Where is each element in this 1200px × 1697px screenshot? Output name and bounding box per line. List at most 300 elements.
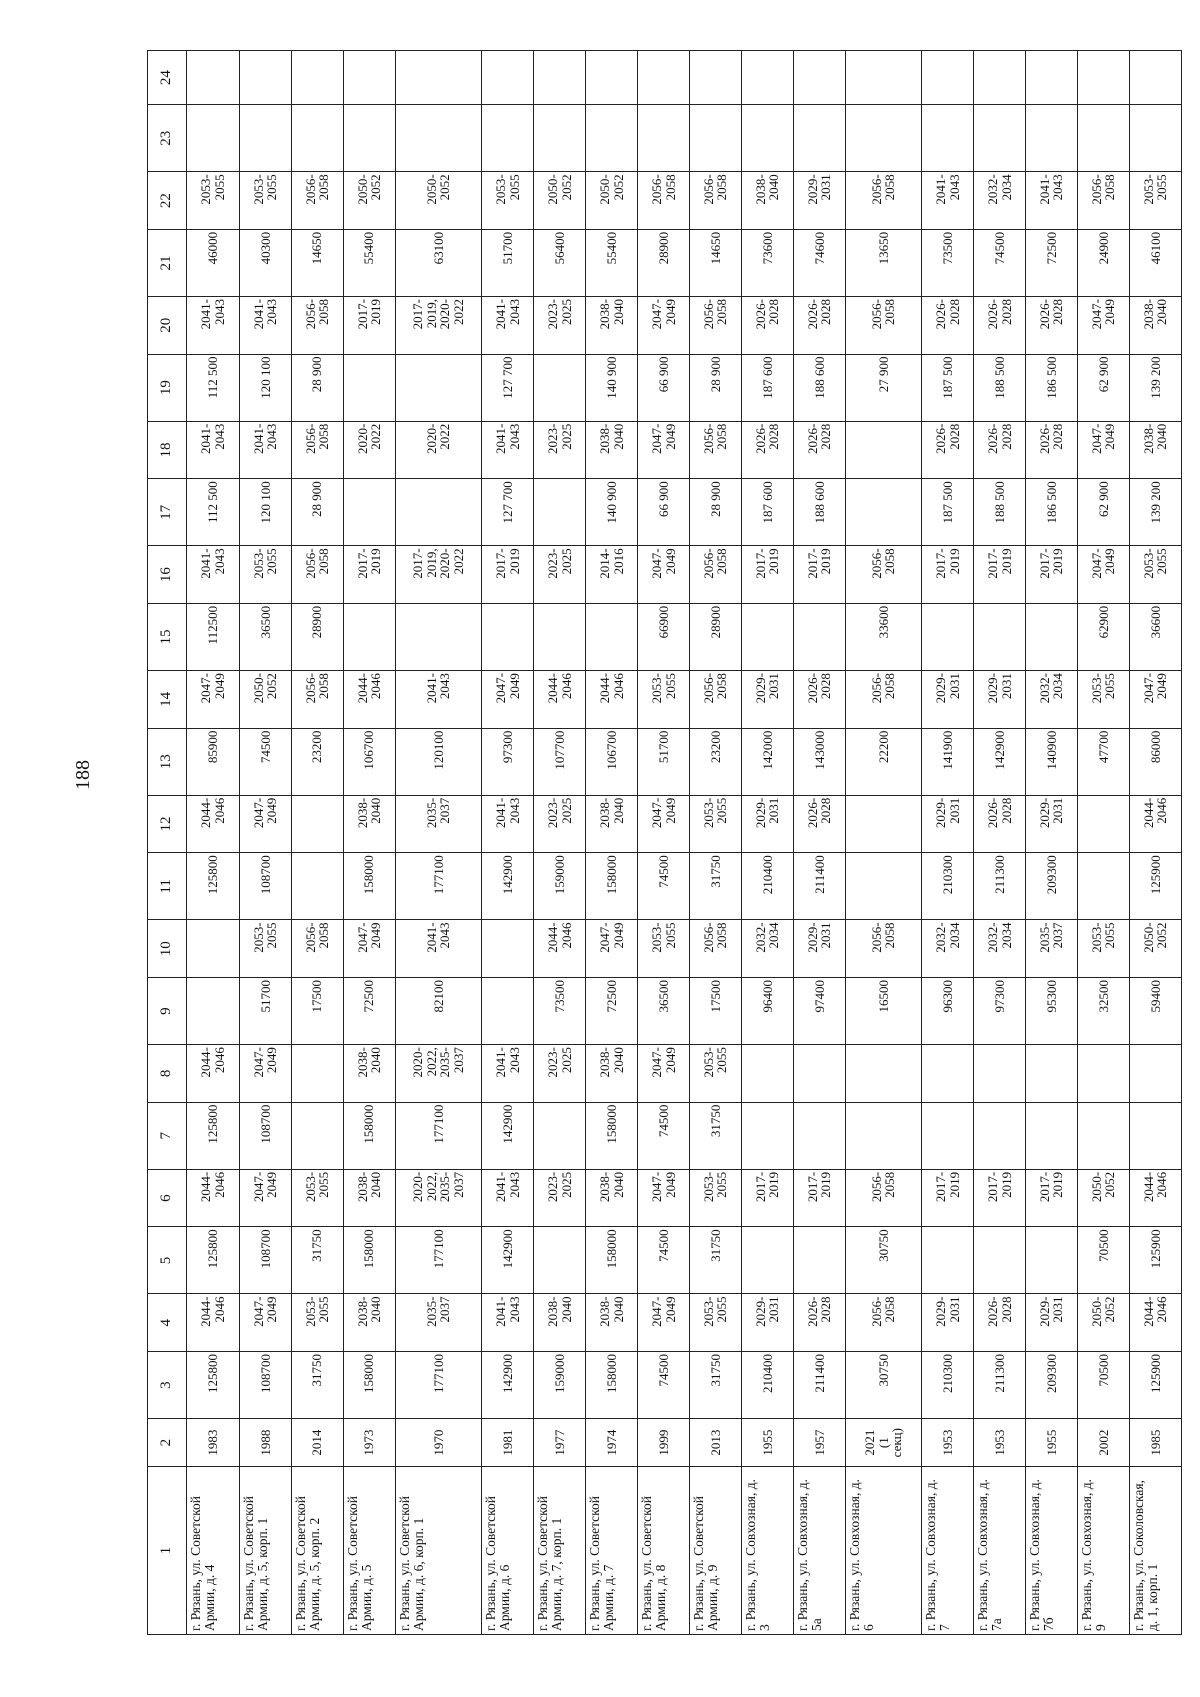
table-cell: 125900 bbox=[1129, 1352, 1181, 1419]
table-cell: 30750 bbox=[845, 1352, 921, 1419]
table-cell: 2056- 2058 bbox=[690, 546, 742, 604]
table-cell: 2041- 2043 bbox=[482, 297, 534, 355]
table-cell: 120 100 bbox=[239, 479, 291, 546]
table-cell: 31750 bbox=[690, 1227, 742, 1294]
table-cell: 73500 bbox=[534, 977, 586, 1044]
table-cell: 31750 bbox=[291, 1352, 343, 1419]
table-cell: 2017- 2019 bbox=[1026, 1169, 1078, 1227]
table-cell: 2026- 2028 bbox=[741, 421, 793, 479]
table-cell: 2038- 2040 bbox=[586, 421, 638, 479]
table-cell: 31750 bbox=[690, 853, 742, 920]
table-cell: 86000 bbox=[1129, 728, 1181, 795]
table-cell: 210400 bbox=[741, 853, 793, 920]
table-cell: 2029- 2031 bbox=[741, 671, 793, 729]
table-cell bbox=[1026, 105, 1078, 172]
table-cell: 28 900 bbox=[690, 479, 742, 546]
table-cell bbox=[845, 1102, 921, 1169]
table-cell: 2041- 2043 bbox=[482, 421, 534, 479]
table-cell: 2047- 2049 bbox=[186, 671, 239, 729]
table-cell bbox=[793, 1227, 845, 1294]
table-cell: 63100 bbox=[395, 229, 482, 296]
table-cell: 2053- 2055 bbox=[239, 172, 291, 230]
table-cell: 14650 bbox=[690, 229, 742, 296]
table-cell: 28 900 bbox=[690, 354, 742, 421]
table-cell: 66 900 bbox=[638, 354, 690, 421]
table-cell: 2038- 2040 bbox=[1129, 297, 1181, 355]
table-cell bbox=[534, 51, 586, 105]
address-cell: г. Рязань, ул. Совхозная, д. 7а bbox=[974, 1467, 1026, 1635]
table-cell: 210300 bbox=[922, 1352, 974, 1419]
address-cell: г. Рязань, ул. Совхозная, д. 5а bbox=[793, 1467, 845, 1635]
table-cell bbox=[291, 51, 343, 105]
table-cell: 2020- 2022, 2035- 2037 bbox=[395, 1045, 482, 1103]
table-cell: 2047- 2049 bbox=[638, 546, 690, 604]
year-cell: 1985 bbox=[1129, 1419, 1181, 1467]
year-cell: 1955 bbox=[1026, 1419, 1078, 1467]
table-cell: 140900 bbox=[1026, 728, 1078, 795]
table-cell: 51700 bbox=[482, 229, 534, 296]
table-cell: 2044- 2046 bbox=[186, 1045, 239, 1103]
table-cell: 107700 bbox=[534, 728, 586, 795]
table-cell bbox=[845, 795, 921, 853]
table-cell: 2056- 2058 bbox=[690, 421, 742, 479]
column-number: 5 bbox=[148, 1227, 187, 1294]
table-cell: 2047- 2049 bbox=[239, 1294, 291, 1352]
table-cell: 2017- 2019 bbox=[922, 546, 974, 604]
table-cell bbox=[1026, 1227, 1078, 1294]
table-cell bbox=[638, 51, 690, 105]
table-cell bbox=[1026, 1045, 1078, 1103]
table-cell: 2041- 2043 bbox=[1026, 172, 1078, 230]
table-cell bbox=[845, 853, 921, 920]
column-number: 18 bbox=[148, 421, 187, 479]
table-cell bbox=[922, 1102, 974, 1169]
table-cell: 36500 bbox=[239, 603, 291, 670]
table-cell bbox=[974, 1227, 1026, 1294]
table-cell: 209300 bbox=[1026, 1352, 1078, 1419]
table-cell: 2044- 2046 bbox=[586, 671, 638, 729]
column-number: 21 bbox=[148, 229, 187, 296]
table-cell bbox=[395, 105, 482, 172]
address-cell: г. Рязань, ул. Совхозная, д. 9 bbox=[1077, 1467, 1129, 1635]
table-cell: 177100 bbox=[395, 1352, 482, 1419]
table-cell: 2029- 2031 bbox=[793, 172, 845, 230]
table-cell: 56400 bbox=[534, 229, 586, 296]
table-cell: 127 700 bbox=[482, 354, 534, 421]
table-cell bbox=[974, 1102, 1026, 1169]
table-cell: 2053- 2055 bbox=[239, 546, 291, 604]
table-cell: 72500 bbox=[343, 977, 395, 1044]
table-cell: 2050- 2052 bbox=[1077, 1294, 1129, 1352]
table-cell: 2047- 2049 bbox=[638, 421, 690, 479]
table-cell: 211300 bbox=[974, 1352, 1026, 1419]
table-cell: 2053- 2055 bbox=[186, 172, 239, 230]
table-cell: 210400 bbox=[741, 1352, 793, 1419]
table-cell: 2023- 2025 bbox=[534, 1169, 586, 1227]
table-cell bbox=[922, 603, 974, 670]
table-cell: 2056- 2058 bbox=[291, 297, 343, 355]
table-row bbox=[974, 51, 1026, 1635]
table-cell: 2017- 2019 bbox=[343, 546, 395, 604]
table-cell: 2038- 2040 bbox=[343, 795, 395, 853]
table-cell: 125800 bbox=[186, 1352, 239, 1419]
table-cell: 2056- 2058 bbox=[845, 297, 921, 355]
table-cell: 2053- 2055 bbox=[638, 920, 690, 978]
table-cell: 158000 bbox=[586, 1227, 638, 1294]
column-number: 3 bbox=[148, 1352, 187, 1419]
table-cell: 2017- 2019 bbox=[343, 297, 395, 355]
table-cell: 120 100 bbox=[239, 354, 291, 421]
table-row bbox=[690, 51, 742, 1635]
table-cell: 112500 bbox=[186, 603, 239, 670]
table-cell: 66 900 bbox=[638, 479, 690, 546]
table-row bbox=[534, 51, 586, 1635]
table-row bbox=[291, 51, 343, 1635]
table-cell: 158000 bbox=[586, 1352, 638, 1419]
table-cell bbox=[922, 51, 974, 105]
table-cell: 2056- 2058 bbox=[291, 671, 343, 729]
table-cell: 106700 bbox=[586, 728, 638, 795]
table-cell: 2032- 2034 bbox=[741, 920, 793, 978]
table-cell bbox=[922, 1045, 974, 1103]
table-cell: 158000 bbox=[343, 1227, 395, 1294]
table-cell: 2017- 2019, 2020- 2022 bbox=[395, 546, 482, 604]
column-number: 17 bbox=[148, 479, 187, 546]
table-cell: 72500 bbox=[586, 977, 638, 1044]
table-cell: 211400 bbox=[793, 853, 845, 920]
table-cell: 2053- 2055 bbox=[1129, 546, 1181, 604]
table-cell: 96300 bbox=[922, 977, 974, 1044]
table-cell: 13650 bbox=[845, 229, 921, 296]
table-cell: 108700 bbox=[239, 1227, 291, 1294]
table-cell bbox=[1129, 51, 1181, 105]
table-cell: 158000 bbox=[586, 1102, 638, 1169]
table-cell: 74500 bbox=[638, 1102, 690, 1169]
table-cell: 125800 bbox=[186, 1102, 239, 1169]
table-cell: 31750 bbox=[291, 1227, 343, 1294]
column-number: 2 bbox=[148, 1419, 187, 1467]
table-cell: 2038- 2040 bbox=[1129, 421, 1181, 479]
table-cell: 2047- 2049 bbox=[1077, 297, 1129, 355]
table-cell bbox=[343, 354, 395, 421]
table-cell: 142900 bbox=[974, 728, 1026, 795]
address-cell: г. Рязань, ул. Советской Армии, д. 6, корп. 1 bbox=[395, 1467, 482, 1635]
table-cell bbox=[291, 795, 343, 853]
table-cell: 112 500 bbox=[186, 479, 239, 546]
table-cell: 2050- 2052 bbox=[1129, 920, 1181, 978]
table-cell bbox=[343, 51, 395, 105]
table-cell bbox=[395, 603, 482, 670]
table-cell: 2026- 2028 bbox=[922, 421, 974, 479]
column-number: 9 bbox=[148, 977, 187, 1044]
table-cell: 2056- 2058 bbox=[291, 172, 343, 230]
table-cell: 23200 bbox=[291, 728, 343, 795]
table-cell bbox=[974, 105, 1026, 172]
table-cell: 2035- 2037 bbox=[395, 795, 482, 853]
address-cell: г. Рязань, ул. Советской Армии, д. 5 bbox=[343, 1467, 395, 1635]
table-row bbox=[239, 51, 291, 1635]
table-cell: 36600 bbox=[1129, 603, 1181, 670]
table-cell: 2026- 2028 bbox=[741, 297, 793, 355]
table-row bbox=[1129, 51, 1181, 1635]
table-cell: 177100 bbox=[395, 853, 482, 920]
table-cell bbox=[395, 51, 482, 105]
year-cell: 1953 bbox=[922, 1419, 974, 1467]
table-row bbox=[741, 51, 793, 1635]
year-cell: 2014 bbox=[291, 1419, 343, 1467]
column-number: 13 bbox=[148, 728, 187, 795]
table-cell: 2044- 2046 bbox=[534, 920, 586, 978]
table-cell: 28900 bbox=[638, 229, 690, 296]
table-cell: 2047- 2049 bbox=[482, 671, 534, 729]
table-cell bbox=[1077, 105, 1129, 172]
table-cell bbox=[291, 853, 343, 920]
table-cell: 14650 bbox=[291, 229, 343, 296]
table-cell: 2017- 2019 bbox=[741, 1169, 793, 1227]
table-cell: 125800 bbox=[186, 1227, 239, 1294]
table-cell: 2017- 2019 bbox=[793, 546, 845, 604]
table-cell bbox=[1077, 1102, 1129, 1169]
table-cell: 2053- 2055 bbox=[291, 1169, 343, 1227]
column-number: 1 bbox=[148, 1467, 187, 1635]
table-cell: 2029- 2031 bbox=[741, 795, 793, 853]
table-cell: 2053- 2055 bbox=[1077, 920, 1129, 978]
table-cell: 59400 bbox=[1129, 977, 1181, 1044]
table-cell: 187 500 bbox=[922, 479, 974, 546]
year-cell: 1977 bbox=[534, 1419, 586, 1467]
table-row bbox=[1026, 51, 1078, 1635]
table-cell: 47700 bbox=[1077, 728, 1129, 795]
address-cell: г. Рязань, ул. Советской Армии, д. 8 bbox=[638, 1467, 690, 1635]
repair-schedule-table bbox=[147, 50, 1182, 1635]
table-cell: 2026- 2028 bbox=[1026, 297, 1078, 355]
table-cell bbox=[534, 354, 586, 421]
column-number: 4 bbox=[148, 1294, 187, 1352]
address-cell: г. Рязань, ул. Совхозная, д. 7 bbox=[922, 1467, 974, 1635]
table-cell: 127 700 bbox=[482, 479, 534, 546]
year-cell: 1999 bbox=[638, 1419, 690, 1467]
table-cell: 177100 bbox=[395, 1102, 482, 1169]
table-cell: 32500 bbox=[1077, 977, 1129, 1044]
table-cell bbox=[186, 51, 239, 105]
table-cell: 2044- 2046 bbox=[186, 795, 239, 853]
table-cell: 2026- 2028 bbox=[922, 297, 974, 355]
table-cell: 2026- 2028 bbox=[974, 297, 1026, 355]
table-cell: 2047- 2049 bbox=[638, 297, 690, 355]
table-cell: 70500 bbox=[1077, 1227, 1129, 1294]
address-cell: г. Рязань, ул. Советской Армии, д. 7 bbox=[586, 1467, 638, 1635]
table-cell: 51700 bbox=[239, 977, 291, 1044]
table-cell: 2038- 2040 bbox=[343, 1169, 395, 1227]
table-cell: 2056- 2058 bbox=[690, 172, 742, 230]
table-cell: 31750 bbox=[690, 1352, 742, 1419]
address-cell: г. Рязань, ул. Советской Армии, д. 4 bbox=[186, 1467, 239, 1635]
table-cell: 2020- 2022, 2035- 2037 bbox=[395, 1169, 482, 1227]
table-cell: 2053- 2055 bbox=[291, 1294, 343, 1352]
table-cell: 2056- 2058 bbox=[291, 546, 343, 604]
table-cell bbox=[534, 1227, 586, 1294]
table-cell: 28900 bbox=[690, 603, 742, 670]
table-cell: 46000 bbox=[186, 229, 239, 296]
table-cell: 55400 bbox=[343, 229, 395, 296]
column-number: 15 bbox=[148, 603, 187, 670]
table-cell: 74500 bbox=[638, 1352, 690, 1419]
table-cell bbox=[845, 421, 921, 479]
table-cell: 142900 bbox=[482, 1102, 534, 1169]
table-cell bbox=[793, 105, 845, 172]
table-cell: 2026- 2028 bbox=[793, 795, 845, 853]
table-row bbox=[638, 51, 690, 1635]
table-cell: 142900 bbox=[482, 1227, 534, 1294]
table-cell: 159000 bbox=[534, 1352, 586, 1419]
table-cell: 2050- 2052 bbox=[395, 172, 482, 230]
table-cell: 28 900 bbox=[291, 479, 343, 546]
table-cell bbox=[793, 603, 845, 670]
table-cell: 30750 bbox=[845, 1227, 921, 1294]
table-cell: 143000 bbox=[793, 728, 845, 795]
table-cell bbox=[1026, 603, 1078, 670]
table-cell: 23200 bbox=[690, 728, 742, 795]
column-number: 24 bbox=[148, 51, 187, 105]
table-cell: 112 500 bbox=[186, 354, 239, 421]
table-cell: 2017- 2019 bbox=[1026, 546, 1078, 604]
table-cell: 2056- 2058 bbox=[845, 172, 921, 230]
table-cell bbox=[186, 977, 239, 1044]
table-cell: 211300 bbox=[974, 853, 1026, 920]
table-row bbox=[186, 51, 239, 1635]
table-cell: 2038- 2040 bbox=[741, 172, 793, 230]
table-cell bbox=[482, 51, 534, 105]
table-cell bbox=[291, 1102, 343, 1169]
table-cell: 2056- 2058 bbox=[690, 671, 742, 729]
table-cell: 2056- 2058 bbox=[690, 920, 742, 978]
table-row bbox=[845, 51, 921, 1635]
year-cell: 1973 bbox=[343, 1419, 395, 1467]
table-cell: 125900 bbox=[1129, 853, 1181, 920]
table-cell: 2029- 2031 bbox=[922, 671, 974, 729]
table-cell: 2035- 2037 bbox=[1026, 920, 1078, 978]
table-cell: 2029- 2031 bbox=[1026, 795, 1078, 853]
table-cell bbox=[974, 51, 1026, 105]
table-cell: 2047- 2049 bbox=[638, 1045, 690, 1103]
table-cell: 72500 bbox=[1026, 229, 1078, 296]
table-cell: 188 500 bbox=[974, 479, 1026, 546]
address-cell: г. Рязань, ул. Совхозная, д. 3 bbox=[741, 1467, 793, 1635]
table-cell: 2038- 2040 bbox=[343, 1045, 395, 1103]
table-cell bbox=[1077, 853, 1129, 920]
table-cell: 188 600 bbox=[793, 479, 845, 546]
table-cell: 2020- 2022 bbox=[343, 421, 395, 479]
table-cell: 2050- 2052 bbox=[586, 172, 638, 230]
table-cell: 2026- 2028 bbox=[974, 421, 1026, 479]
table-cell: 2032- 2034 bbox=[974, 920, 1026, 978]
table-cell bbox=[793, 51, 845, 105]
table-cell: 2041- 2043 bbox=[186, 546, 239, 604]
table-cell bbox=[482, 977, 534, 1044]
table-cell: 2023- 2025 bbox=[534, 546, 586, 604]
column-number: 14 bbox=[148, 671, 187, 729]
table-cell: 2050- 2052 bbox=[534, 172, 586, 230]
table-cell: 2026- 2028 bbox=[793, 671, 845, 729]
column-number: 8 bbox=[148, 1045, 187, 1103]
table-cell: 62 900 bbox=[1077, 354, 1129, 421]
table-cell: 2041- 2043 bbox=[395, 671, 482, 729]
table-cell: 108700 bbox=[239, 1352, 291, 1419]
table-cell: 125900 bbox=[1129, 1227, 1181, 1294]
table-cell: 2056- 2058 bbox=[845, 920, 921, 978]
year-cell: 1981 bbox=[482, 1419, 534, 1467]
address-cell: г. Рязань, ул. Совхозная, д. 6 bbox=[845, 1467, 921, 1635]
header-row bbox=[148, 51, 187, 1635]
table-cell: 51700 bbox=[638, 728, 690, 795]
table-cell bbox=[922, 105, 974, 172]
table-cell bbox=[239, 51, 291, 105]
table-cell: 2029- 2031 bbox=[922, 795, 974, 853]
table-cell: 40300 bbox=[239, 229, 291, 296]
table-cell bbox=[974, 1045, 1026, 1103]
table-cell bbox=[793, 1045, 845, 1103]
table-cell: 2044- 2046 bbox=[1129, 795, 1181, 853]
table-row bbox=[586, 51, 638, 1635]
table-cell: 96400 bbox=[741, 977, 793, 1044]
table-cell: 2044- 2046 bbox=[534, 671, 586, 729]
table-cell bbox=[586, 603, 638, 670]
table-cell: 2041- 2043 bbox=[482, 1294, 534, 1352]
table-cell bbox=[741, 603, 793, 670]
table-cell: 141900 bbox=[922, 728, 974, 795]
table-cell: 142900 bbox=[482, 853, 534, 920]
table-cell: 2053- 2055 bbox=[690, 1294, 742, 1352]
table-cell: 2053- 2055 bbox=[1129, 172, 1181, 230]
table-cell bbox=[1129, 1045, 1181, 1103]
table-cell: 95300 bbox=[1026, 977, 1078, 1044]
address-cell: г. Рязань, ул. Советской Армии, д. 9 bbox=[690, 1467, 742, 1635]
table-cell: 31750 bbox=[690, 1102, 742, 1169]
table-cell: 74500 bbox=[638, 853, 690, 920]
table-cell: 62 900 bbox=[1077, 479, 1129, 546]
table-cell: 2044- 2046 bbox=[1129, 1169, 1181, 1227]
table-cell: 74600 bbox=[793, 229, 845, 296]
table-cell: 2056- 2058 bbox=[1077, 172, 1129, 230]
table-cell: 2056- 2058 bbox=[845, 1294, 921, 1352]
table-cell: 140 900 bbox=[586, 354, 638, 421]
table-cell: 2053- 2055 bbox=[690, 795, 742, 853]
table-cell: 2038- 2040 bbox=[586, 1045, 638, 1103]
column-number: 20 bbox=[148, 297, 187, 355]
table-cell: 2047- 2049 bbox=[1077, 421, 1129, 479]
table-cell: 33600 bbox=[845, 603, 921, 670]
table-cell: 2023- 2025 bbox=[534, 421, 586, 479]
table-cell: 187 500 bbox=[922, 354, 974, 421]
column-number: 22 bbox=[148, 172, 187, 230]
table-cell: 158000 bbox=[343, 1102, 395, 1169]
table-cell: 2038- 2040 bbox=[586, 1294, 638, 1352]
table-cell bbox=[845, 1045, 921, 1103]
table-cell bbox=[922, 1227, 974, 1294]
table-cell: 2038- 2040 bbox=[586, 1169, 638, 1227]
table-cell: 2056- 2058 bbox=[845, 1169, 921, 1227]
table-cell: 73600 bbox=[741, 229, 793, 296]
table-cell: 2038- 2040 bbox=[343, 1294, 395, 1352]
address-cell: г. Рязань, ул. Совхозная, д. 7б bbox=[1026, 1467, 1078, 1635]
table-cell: 188 500 bbox=[974, 354, 1026, 421]
table-cell: 2047- 2049 bbox=[1077, 546, 1129, 604]
table-cell: 2017- 2019 bbox=[922, 1169, 974, 1227]
table-cell bbox=[186, 920, 239, 978]
table-cell: 2038- 2040 bbox=[586, 297, 638, 355]
year-cell: 1970 bbox=[395, 1419, 482, 1467]
table-cell: 2053- 2055 bbox=[690, 1169, 742, 1227]
